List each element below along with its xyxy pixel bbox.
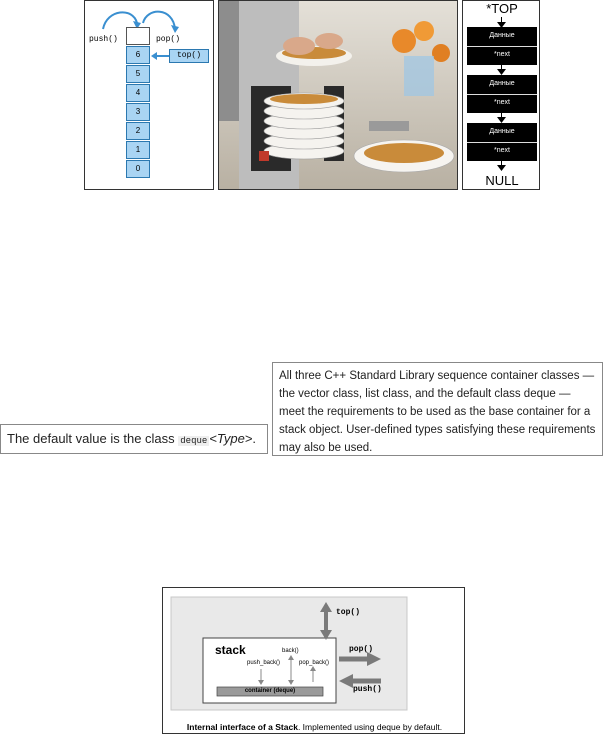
plates-photo: [218, 0, 458, 190]
list-node: Данные *next: [467, 123, 537, 161]
array-stack-figure: [84, 0, 214, 190]
empty-cell: [126, 27, 150, 45]
note-suffix: .: [252, 431, 257, 446]
stack-cell: 4: [126, 84, 150, 102]
stack-cell: 5: [126, 65, 150, 83]
top-op-label: top(): [336, 608, 361, 617]
push-label: push(): [89, 35, 118, 44]
top-pointer-label: *TOP: [486, 1, 518, 16]
stack-interface-diagram: [163, 588, 464, 722]
stack-cell: 1: [126, 141, 150, 159]
linked-list-figure: [462, 0, 540, 190]
container-requirements-note: All three C++ Standard Library sequence container classes — the vector class, list class, and the default class deque — meet the requirements to be used as the base container for a stack object. User-defined types satisfying these requirements may also be used.: [272, 362, 603, 456]
null-label: NULL: [485, 173, 519, 188]
top-pointer-arrow: [149, 49, 171, 63]
caption-bold: Internal interface of a Stack: [186, 722, 298, 732]
stack-interface-figure: [162, 587, 465, 734]
deque-code: deque: [180, 436, 208, 446]
caption-rest: . Implemented using deque by default.: [297, 722, 443, 732]
stack-title: stack: [215, 643, 246, 657]
type-param: <Type>: [209, 431, 253, 446]
pop-op-label: pop(): [349, 645, 374, 654]
push-back-label: push_back(): [247, 660, 281, 666]
plates-illustration: [219, 1, 458, 190]
back-label: back(): [282, 648, 299, 654]
note-prefix: The default value is the class: [7, 431, 179, 446]
pop-label: pop(): [156, 35, 181, 44]
arrow-down-icon: [497, 165, 506, 171]
list-node: Данные *next: [467, 27, 537, 65]
pop-back-label: pop_back(): [299, 660, 330, 666]
stack-cell: 2: [126, 122, 150, 140]
figure-caption: [163, 722, 466, 732]
push-op-label: push(): [353, 685, 382, 694]
stack-cell: 3: [126, 103, 150, 121]
default-value-note: [0, 424, 268, 454]
stack-cell: 6: [126, 46, 150, 64]
list-node: Данные *next: [467, 75, 537, 113]
top-label: top(): [169, 49, 209, 63]
container-label: container (deque): [244, 688, 296, 694]
stack-cell: 0: [126, 160, 150, 178]
